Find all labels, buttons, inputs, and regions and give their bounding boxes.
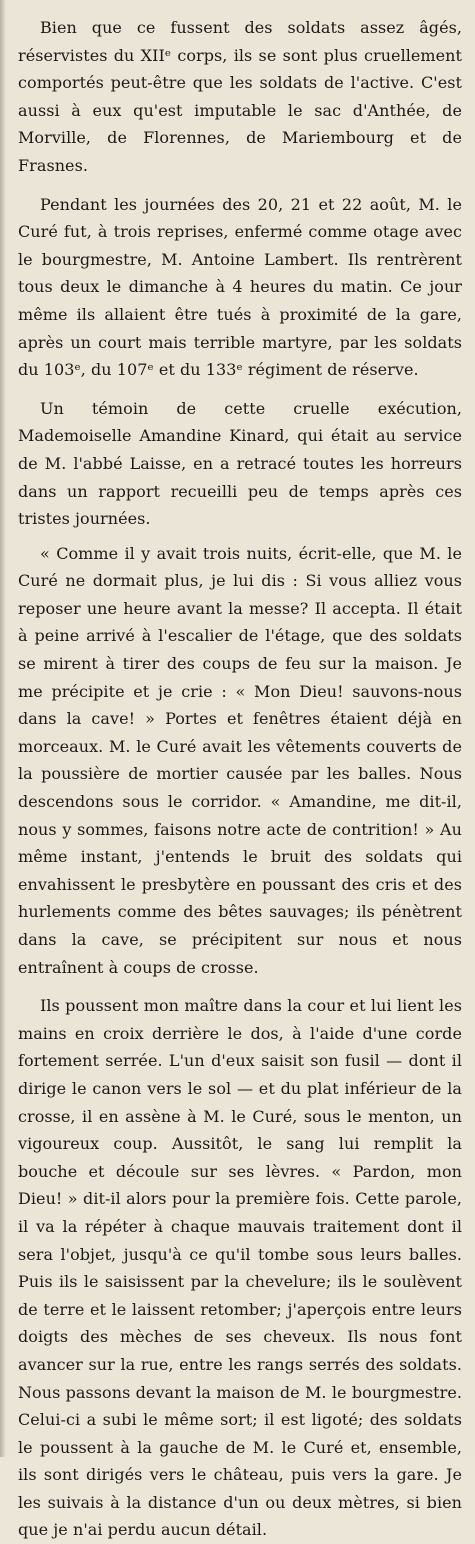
paragraph-witness: Un témoin de cette cruelle exécution, Mademoiselle Amandine Kinard, qui était au service de M. l'abbé Laisse, en a retracé toutes les horreurs dans un rapport recueilli peu de temps après ces tristes journées. xyxy=(18,398,462,529)
page-edge-shadow xyxy=(0,0,6,1457)
paragraph-hostages: Pendant les journées des 20, 21 et 22 août, M. le Curé fut, à trois reprises, enfermé comme otage avec le bourgmestre, M. Antoine Lambert. Ils rentrèrent tous deux le dimanche à 4 heures du matin. Ce jour même ils allaient être tués à proximité de la gare, après un court mais terrible martyre, par les soldats du 103ᵉ, du 107ᵉ et du 133ᵉ régiment de réserve. xyxy=(18,194,462,380)
paragraph-courtyard: Ils poussent mon maître dans la cour et lui lient les mains en croix derrière le dos, à l'aide d'une corde fortement serrée. L'un d'eux saisit son fusil — dont il dirige le canon vers le sol — et du plat inférieur de la crosse, il en assène à M. le Curé, sous le menton, un vigoureux coup. Aussitôt, le sang lui remplit la bouche et découle sur ses lèvres. « Pardon, mon Dieu! » dit-il alors pour la première fois. Cette parole, il va la répéter à chaque mauvais traitement dont il sera l'objet, jusqu'à ce qu'il tombe sous leurs balles. Puis ils le saisissent par la chevelure; ils le soulèvent de terre et le laissent retomber; j'aperçois entre leurs doigts des mèches de ses cheveux. Ils nous font avancer sur la rue, entre les rangs serrés des soldats. Nous passons devant la maison de M. le bourgmestre. Celui-ci a subi le même sort; il est ligoté; des soldats le poussent à la gauche de M. le Curé et, ensemble, ils sont dirigés vers le château, puis vers la gare. Je les suivais à la distance d'un ou deux mètres, si bien que je n'ai perdu aucun détail. xyxy=(18,996,462,1540)
paragraph-reservists: Bien que ce fussent des soldats assez âgés, réservistes du XIIᵉ corps, ils se sont plus cruellement comportés peut-être que les soldats de l'active. C'est aussi à eux qu'est imputable le sac d'Anthée, de Morville, de Florennes, de Mariembourg et de Frasnes. xyxy=(18,18,462,175)
paragraph-testimony: « Comme il y avait trois nuits, écrit-elle, que M. le Curé ne dormait plus, je lui dis : Si vous alliez vous reposer une heure avant la messe? Il accepta. Il était à peine arrivé à l'escalier de l'étage, que des soldats se mirent à tirer des coups de feu sur la maison. Je me précipite et je crie : « Mon Dieu! sauvons-nous dans la cave! » Portes et fenêtres étaient déjà en morceaux. M. le Curé avait les vêtements couverts de la poussière de mortier causée par les balles. Nous descendons sous le corridor. « Amandine, me dit-il, nous y sommes, faisons notre acte de contrition! » Au même instant, j'entends le bruit des soldats qui envahissent le presbytère en poussant des cris et des hurlements comme des bêtes sauvages; ils pénètrent dans la cave, se précipitent sur nous et nous entraînent à coups de crosse. xyxy=(18,543,462,977)
